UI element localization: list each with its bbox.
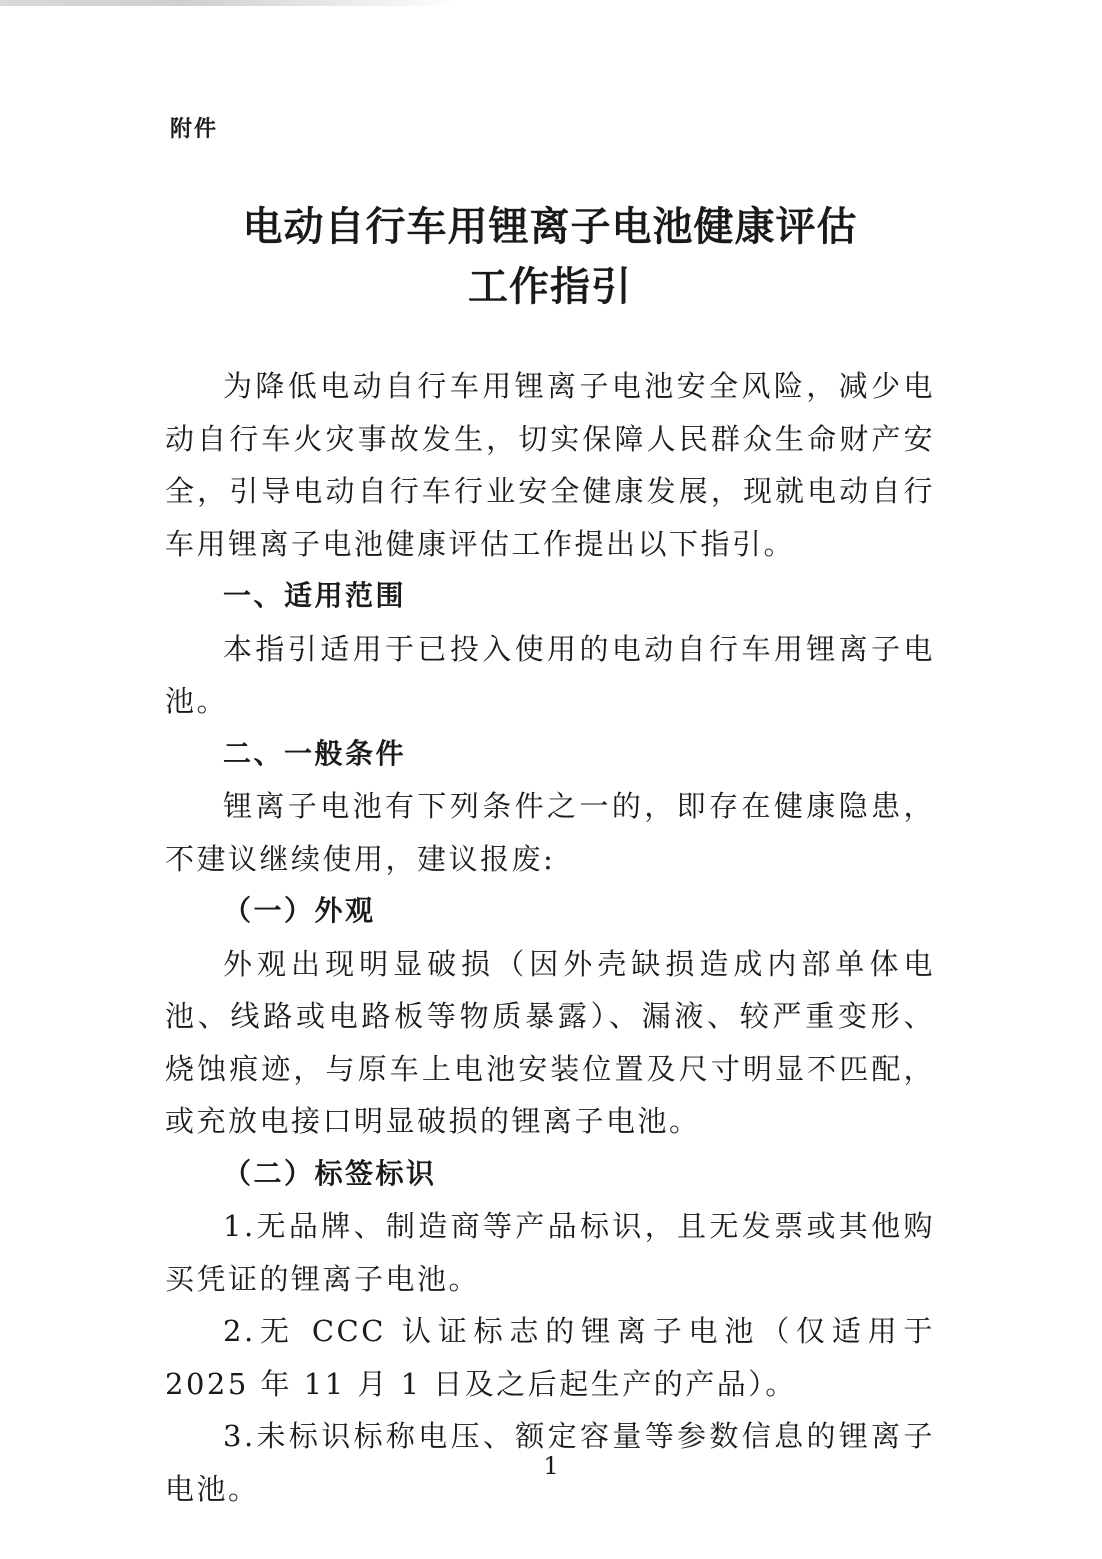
intro-paragraph: 为降低电动自行车用锂离子电池安全风险，减少电动自行车火灾事故发生，切实保障人民群众生命财产安全，引导电动自行车行业安全健康发展，现就电动自行车用锂离子电池健康评估工作提出以下指引。: [165, 369, 935, 561]
labels-item-1: 1.无品牌、制造商等产品标识，且无发票或其他购买凭证的锂离子电池。: [165, 1209, 935, 1296]
appearance-paragraph: 外观出现明显破损（因外壳缺损造成内部单体电池、线路或电路板等物质暴露）、漏液、较严重变形、烧蚀痕迹，与原车上电池安装位置及尺寸明显不匹配，或充放电接口明显破损的锂离子电池。: [165, 946, 935, 1138]
scope-paragraph: 本指引适用于已投入使用的电动自行车用锂离子电池。: [165, 631, 935, 718]
document-title-line2: 工作指引: [468, 263, 632, 310]
subsection-heading-appearance: （一）外观: [223, 894, 376, 927]
labels-item-3: 3.未标识标称电压、额定容量等参数信息的锂离子电池。: [165, 1419, 935, 1506]
document-title-line1: 电动自行车用锂离子电池健康评估: [242, 203, 858, 250]
scan-edge-artifact: [0, 0, 460, 6]
attachment-label: 附件: [170, 117, 219, 142]
subsection-heading-labels: （二）标签标识: [223, 1156, 437, 1190]
page-number: 1: [543, 1452, 559, 1480]
document-body: [165, 360, 935, 1515]
general-conditions-paragraph: 锂离子电池有下列条件之一的，即存在健康隐患，不建议继续使用，建议报废:: [165, 789, 935, 876]
section-heading-general-conditions: 二、一般条件: [223, 736, 407, 770]
section-heading-scope: 一、适用范围: [223, 579, 407, 612]
labels-item-2: 2.无 CCC 认证标志的锂离子电池（仅适用于 2025 年 11 月 1 日及之后起生产的产品）。: [165, 1314, 935, 1401]
